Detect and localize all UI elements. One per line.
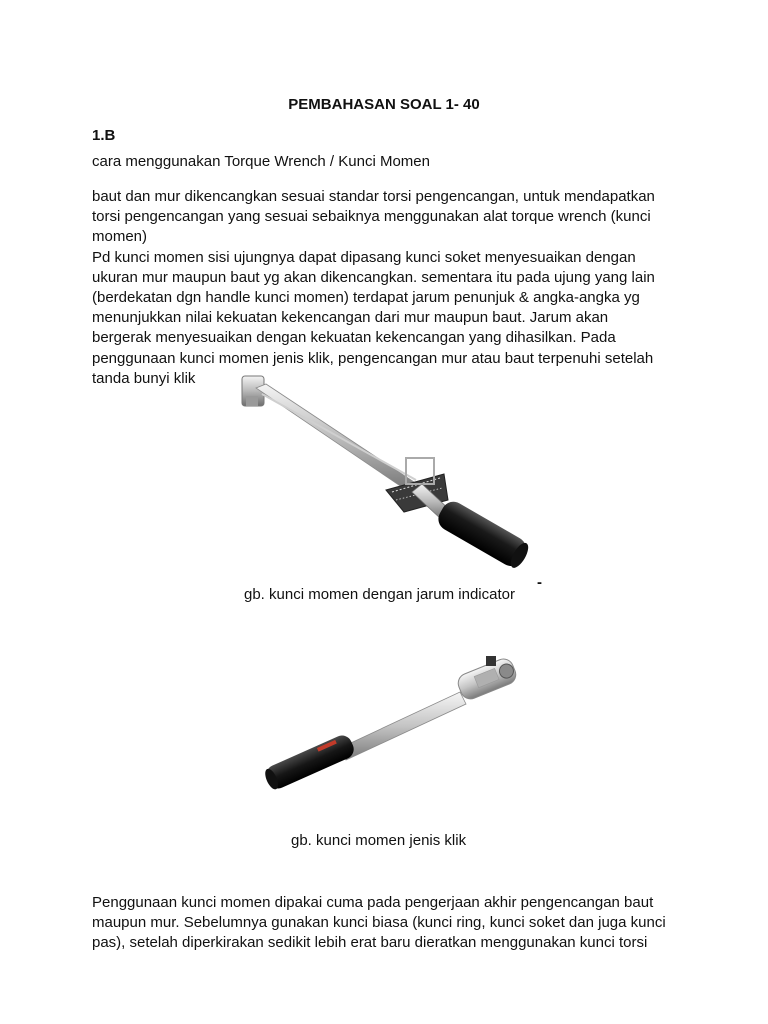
paragraph-line: Pd kunci momen sisi ujungnya dapat dipasang kunci soket menyesuaikan dengan (92, 248, 636, 266)
page-title: PEMBAHASAN SOAL 1- 40 (288, 96, 480, 113)
paragraph-line: bergerak menyesuaikan dengan kekuatan kekencangan yang dihasilkan. Pada (92, 329, 616, 347)
paragraph-line: ukuran mur maupun baut yg akan dikencangkan. sementara itu pada ujung yang lain (92, 268, 655, 286)
paragraph-line: momen) (92, 228, 148, 246)
paragraph-line: pas), setelah diperkirakan sedikit lebih erat baru dieratkan menggunakan kunci torsi (92, 934, 648, 952)
figure1-mark: - (537, 574, 542, 591)
paragraph-line: penggunaan kunci momen jenis klik, pengencangan mur atau baut terpenuhi setelah (92, 349, 654, 367)
subheading: cara menggunakan Torque Wrench / Kunci Momen (92, 153, 430, 170)
dial-torque-wrench-icon (236, 372, 546, 578)
click-torque-wrench-figure (262, 650, 532, 800)
paragraph-line: torsi pengencangan yang sesuai sebaiknya menggunakan alat torque wrench (kunci (92, 208, 651, 226)
paragraph-line: maupun mur. Sebelumnya gunakan kunci biasa (kunci ring, kunci soket dan juga kunci (92, 914, 666, 932)
paragraph-line: tanda bunyi klik (92, 369, 196, 387)
paragraph-line: Penggunaan kunci momen dipakai cuma pada pengerjaan akhir pengencangan baut (92, 894, 654, 911)
paragraph-line: menunjukkan nilai kekuatan kekencangan dari mur maupun baut. Jarum akan (92, 309, 609, 327)
paragraph-line: baut dan mur dikencangkan sesuai standar torsi pengencangan, untuk mendapatkan (92, 188, 655, 205)
figure2-caption: gb. kunci momen jenis klik (291, 832, 467, 849)
click-torque-wrench-icon (262, 650, 532, 800)
dial-torque-wrench-figure (236, 372, 546, 578)
question-number: 1.B (92, 127, 116, 144)
paragraph-line: (berdekatan dgn handle kunci momen) terdapat jarum penunjuk & angka-angka yg (92, 289, 640, 307)
figure1-caption: gb. kunci momen dengan jarum indicator (244, 586, 515, 603)
paragraph-2 (92, 893, 674, 954)
paragraph-1 (92, 187, 674, 389)
